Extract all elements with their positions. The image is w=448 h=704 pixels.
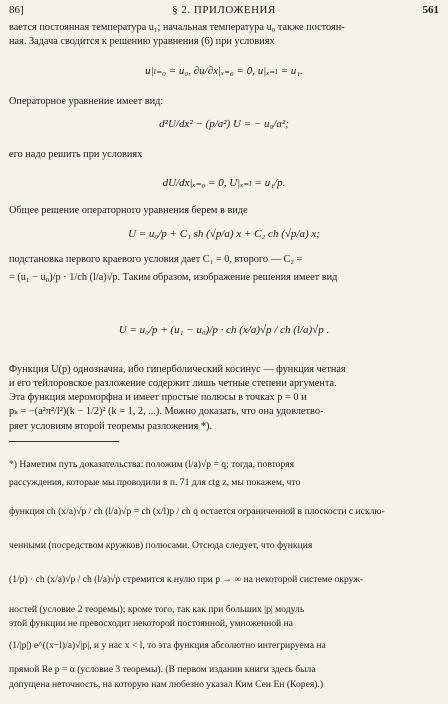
footnote-line: этой функции не превосходит некоторой постоянной, умноженной на xyxy=(9,618,293,629)
footnote-line: (1/p) · ch (x/a)√p / ch (l/a)√p стремится к нулю при p → ∞ на некоторой системе окруж- xyxy=(9,574,364,585)
body-line: ная. Задача сводится к решению уравнения (6) при условиях xyxy=(9,36,275,47)
page-number: 561 xyxy=(422,4,439,16)
body-line: подстановка первого краевого условия дает C₁ = 0, второго — C₂ = xyxy=(9,254,303,265)
footnote-line: ченными (посредством кружков) полюсами. Отсюда следует, что функция xyxy=(9,540,313,551)
running-head-left: 86] xyxy=(9,4,24,16)
footnote-line: *) Наметим путь доказательства: положим (l/a)√p = q; тогда, повторяя xyxy=(9,459,295,470)
equation-operator-conditions: dU/dx|ₓ₌₀ = 0, U|ₓ₌ₗ = u₁/p. xyxy=(162,177,286,189)
footnote-line: допущена неточность, на которую нам любезно указал Ким Сен Ен (Корея).) xyxy=(9,679,324,690)
body-line: Эта функция мероморфна и имеет простые полюсы в точках p = 0 и xyxy=(9,392,307,403)
equation-general-solution: U = u₀/p + C₁ sh (√p/a) x + C₂ ch (√p/a) x; xyxy=(128,228,320,240)
footnote-line: (1/|p|) e^((x−l)/a)√|p|, и у нас x < l, то эта функция абсолютно интегрируема на xyxy=(9,640,326,651)
body-line: = (u₁ − u₀)/p · 1/ch (l/a)√p. Таким образом, изображение решения имеет вид xyxy=(9,272,338,283)
body-line: ряет условиям второй теоремы разложения *). xyxy=(9,421,213,432)
footnote-rule xyxy=(9,441,119,442)
footnote-line: функция ch (x/a)√p / ch (l/a)√p = ch (x/l)p / ch q остается ограниченной в плоскости с исклю- xyxy=(9,506,385,517)
body-line: Общее решение операторного уравнения берем в виде xyxy=(9,205,248,216)
body-line: вается постоянная температура u₁; начальная температура u₀ также постоян- xyxy=(9,22,345,33)
footnote-line: рассуждения, которые мы проводили в п. 71 для ctg z, мы покажем, что xyxy=(9,477,301,488)
equation-operator: d²U/dx² − (p/a²) U = − u₀/a²; xyxy=(159,118,289,130)
body-line: pₖ = −(a²π²/l²)(k − 1/2)² (k = 1, 2, ...). Можно доказать, что она удовлетво- xyxy=(9,406,324,417)
running-head-title: § 2. ПРИЛОЖЕНИЯ xyxy=(172,4,276,16)
body-line: его надо решить при условиях xyxy=(9,149,143,160)
body-line: Функция U(p) однозначна, ибо гиперболический косинус — функция четная xyxy=(9,364,346,375)
equation-image-solution: U = u₀/p + (u₁ − u₀)/p · ch (x/a)√p / ch (l/a)√p . xyxy=(118,324,330,336)
equation-boundary-conditions: u|ₗ₌₀ = u₀, ∂u/∂x|ₓ₌₀ = 0, u|ₓ₌ₗ = u₁. xyxy=(145,65,303,77)
body-line: и его тейлоровское разложение содержит лишь четные степени аргумента. xyxy=(9,378,337,389)
footnote-line: ностей (условие 2 теоремы); кроме того, так как при больших |p| модуль xyxy=(9,604,305,615)
footnote-line: прямой Re p = α (условие 3 теоремы). (В первом издании книги здесь была xyxy=(9,664,316,675)
body-line: Операторное уравнение имеет вид: xyxy=(9,96,164,107)
